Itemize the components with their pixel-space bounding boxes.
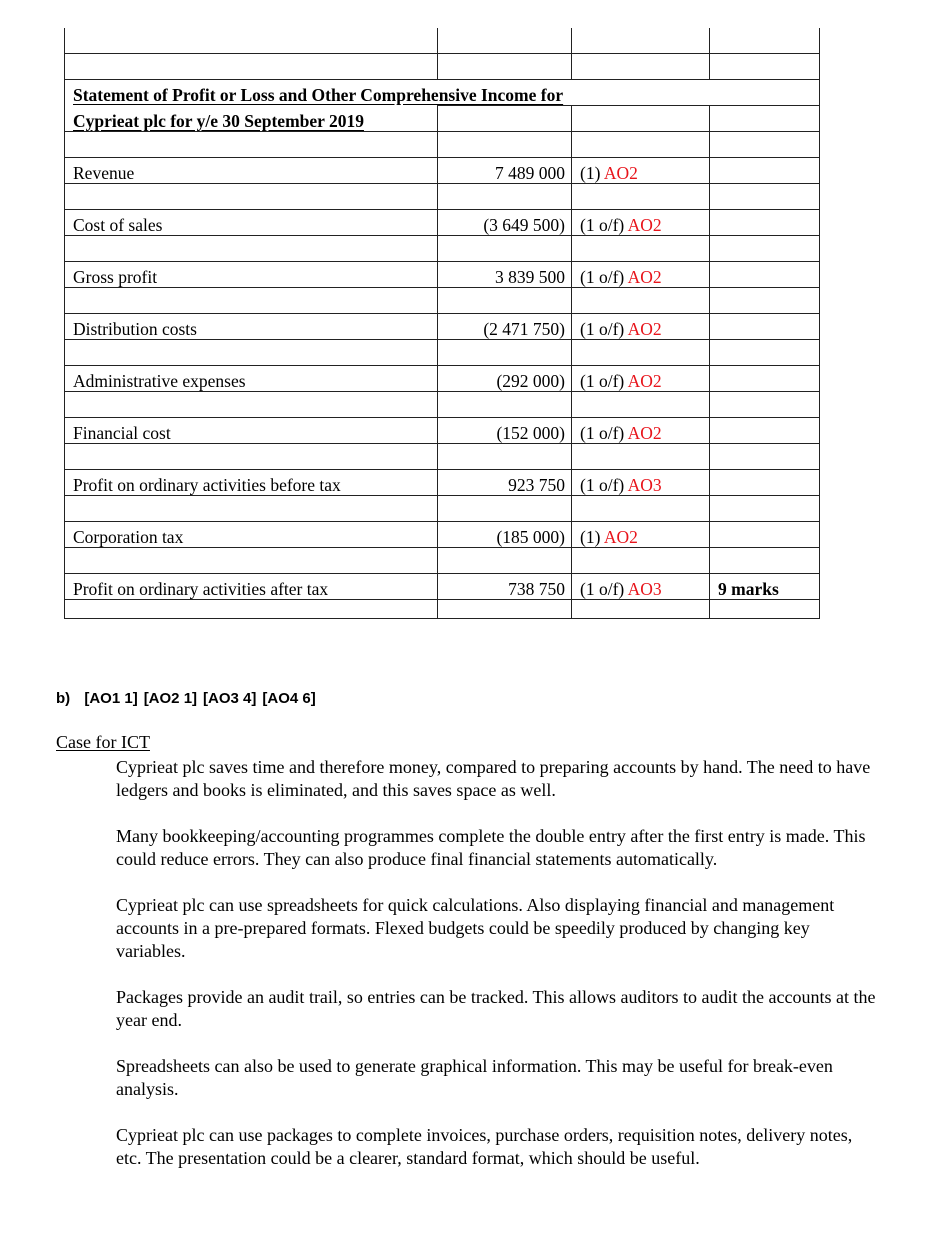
table-cell xyxy=(710,236,820,262)
table-cell xyxy=(65,496,438,522)
table-row-blank xyxy=(65,288,820,314)
table-row-blank xyxy=(65,496,820,522)
mark-text: (1 o/f) xyxy=(580,475,625,495)
table-cell xyxy=(572,28,710,54)
table-row-blank xyxy=(65,444,820,470)
table-cell xyxy=(710,28,820,54)
ao-allocation: [AO3 4] xyxy=(203,690,257,707)
row-mark xyxy=(572,314,710,340)
row-label: Profit on ordinary activities after tax xyxy=(65,574,438,600)
statement-title-line2: Cyprieat plc for y/e 30 September 2019 xyxy=(65,106,438,132)
table-cell xyxy=(710,392,820,418)
table-cell xyxy=(65,444,438,470)
table-row xyxy=(65,522,820,548)
case-for-ict-heading: Case for ICT xyxy=(56,732,150,752)
answer-paragraphs xyxy=(116,756,876,1193)
table-cell xyxy=(438,132,572,158)
table-cell xyxy=(572,496,710,522)
table-cell xyxy=(65,54,438,80)
ao-code: AO3 xyxy=(627,475,662,495)
mark-text: (1 o/f) xyxy=(580,267,625,287)
table-cell xyxy=(572,444,710,470)
table-cell xyxy=(572,340,710,366)
table-cell xyxy=(710,158,820,184)
table-cell xyxy=(572,392,710,418)
row-label: Gross profit xyxy=(65,262,438,288)
profit-loss-table xyxy=(64,28,820,619)
row-mark xyxy=(572,210,710,236)
paragraph: Many bookkeeping/accounting programmes complete the double entry after the first entry is made. This could reduce errors. They can also produce final financial statements automatically. xyxy=(116,826,866,869)
table-cell xyxy=(572,106,710,132)
ao-allocation: [AO4 6] xyxy=(262,690,316,707)
table-row-blank xyxy=(65,132,820,158)
row-label: Administrative expenses xyxy=(65,366,438,392)
table-cell xyxy=(710,288,820,314)
table-cell xyxy=(710,366,820,392)
ao-code: AO2 xyxy=(627,371,662,391)
question-b-heading xyxy=(56,690,322,707)
paragraph: Packages provide an audit trail, so entries can be tracked. This allows auditors to audit the accounts at the year end. xyxy=(116,987,876,1030)
row-label: Corporation tax xyxy=(65,522,438,548)
table-cell xyxy=(438,54,572,80)
row-amount: 738 750 xyxy=(438,574,572,600)
mark-text: (1 o/f) xyxy=(580,371,625,391)
mark-text: (1 o/f) xyxy=(580,319,625,339)
table-row xyxy=(65,262,820,288)
table-row xyxy=(65,314,820,340)
row-amount: 923 750 xyxy=(438,470,572,496)
ao-code: AO3 xyxy=(627,579,662,599)
row-label: Financial cost xyxy=(65,418,438,444)
table-cell xyxy=(710,210,820,236)
mark-text: (1 o/f) xyxy=(580,423,625,443)
table-cell xyxy=(572,548,710,574)
table-cell xyxy=(65,288,438,314)
ao-code: AO2 xyxy=(603,163,638,183)
mark-text: (1) xyxy=(580,527,601,547)
table-cell xyxy=(65,340,438,366)
table-cell xyxy=(438,444,572,470)
table-cell xyxy=(438,236,572,262)
table-row xyxy=(65,210,820,236)
table-cell xyxy=(710,496,820,522)
table-cell xyxy=(438,340,572,366)
table-cell xyxy=(710,340,820,366)
ao-code: AO2 xyxy=(627,423,662,443)
table-cell xyxy=(710,548,820,574)
table-cell xyxy=(572,288,710,314)
table-title-row-2 xyxy=(65,106,820,132)
table-cell xyxy=(710,600,820,619)
table-row xyxy=(65,470,820,496)
table-cell xyxy=(438,288,572,314)
row-mark xyxy=(572,262,710,288)
table-cell xyxy=(438,392,572,418)
table-cell xyxy=(438,184,572,210)
row-amount: (185 000) xyxy=(438,522,572,548)
row-amount: (292 000) xyxy=(438,366,572,392)
ao-code: AO2 xyxy=(627,319,662,339)
table-row-blank xyxy=(65,28,820,54)
table-cell xyxy=(438,106,572,132)
table-cell xyxy=(572,184,710,210)
table-row-blank xyxy=(65,236,820,262)
table-title-row xyxy=(65,80,820,106)
row-amount: (2 471 750) xyxy=(438,314,572,340)
mark-text: (1) xyxy=(580,163,601,183)
table-cell xyxy=(572,132,710,158)
paragraph: Cyprieat plc saves time and therefore money, compared to preparing accounts by hand. The need to have ledgers and books is eliminated, and this saves space as well. xyxy=(116,757,871,800)
mark-text: (1 o/f) xyxy=(580,215,625,235)
table-cell xyxy=(710,418,820,444)
table-cell xyxy=(710,262,820,288)
table-cell xyxy=(438,600,572,619)
table-cell xyxy=(572,600,710,619)
table-cell xyxy=(710,106,820,132)
paragraph: Spreadsheets can also be used to generate graphical information. This may be useful for break-even analysis. xyxy=(116,1056,833,1099)
row-mark xyxy=(572,574,710,600)
row-amount: 3 839 500 xyxy=(438,262,572,288)
table-row-blank xyxy=(65,548,820,574)
row-label: Profit on ordinary activities before tax xyxy=(65,470,438,496)
table-cell xyxy=(65,132,438,158)
row-label: Revenue xyxy=(65,158,438,184)
table-row-blank xyxy=(65,600,820,619)
row-mark xyxy=(572,158,710,184)
row-amount: (152 000) xyxy=(438,418,572,444)
table-cell xyxy=(710,184,820,210)
table-row-blank xyxy=(65,392,820,418)
total-marks: 9 marks xyxy=(710,574,820,600)
row-mark xyxy=(572,470,710,496)
table-cell xyxy=(65,392,438,418)
table-cell xyxy=(572,54,710,80)
table-cell xyxy=(710,54,820,80)
table-cell xyxy=(710,470,820,496)
ao-code: AO2 xyxy=(627,267,662,287)
table-cell xyxy=(710,132,820,158)
table-cell xyxy=(65,548,438,574)
row-amount: 7 489 000 xyxy=(438,158,572,184)
row-amount: (3 649 500) xyxy=(438,210,572,236)
table-row xyxy=(65,158,820,184)
paragraph: Cyprieat plc can use spreadsheets for quick calculations. Also displaying financial and management accounts in a pre-prepared formats. Flexed budgets could be speedily produced by changing key variables. xyxy=(116,895,835,961)
question-label: b) xyxy=(56,690,71,707)
row-label: Cost of sales xyxy=(65,210,438,236)
table-cell xyxy=(710,314,820,340)
row-mark xyxy=(572,418,710,444)
table-row-blank xyxy=(65,340,820,366)
table-cell xyxy=(438,496,572,522)
table-cell xyxy=(710,444,820,470)
table-cell xyxy=(572,236,710,262)
table-cell xyxy=(438,28,572,54)
table-row-blank xyxy=(65,54,820,80)
table-cell xyxy=(65,600,438,619)
ao-code: AO2 xyxy=(603,527,638,547)
row-label: Distribution costs xyxy=(65,314,438,340)
mark-text: (1 o/f) xyxy=(580,579,625,599)
ao-code: AO2 xyxy=(627,215,662,235)
table-cell xyxy=(65,236,438,262)
table-cell xyxy=(710,522,820,548)
paragraph: Cyprieat plc can use packages to complete invoices, purchase orders, requisition notes, delivery notes, etc. The presentation could be a clearer, standard format, which should be useful. xyxy=(116,1125,853,1168)
table-cell xyxy=(65,184,438,210)
table-cell xyxy=(65,28,438,54)
table-cell xyxy=(438,548,572,574)
table-row xyxy=(65,574,820,600)
row-mark xyxy=(572,522,710,548)
statement-title-line1: Statement of Profit or Loss and Other Comprehensive Income for xyxy=(65,80,820,106)
ao-allocation: [AO2 1] xyxy=(143,690,198,707)
table-row xyxy=(65,366,820,392)
row-mark xyxy=(572,366,710,392)
table-row-blank xyxy=(65,184,820,210)
ao-allocation: [AO1 1] xyxy=(84,690,138,707)
table-row xyxy=(65,418,820,444)
